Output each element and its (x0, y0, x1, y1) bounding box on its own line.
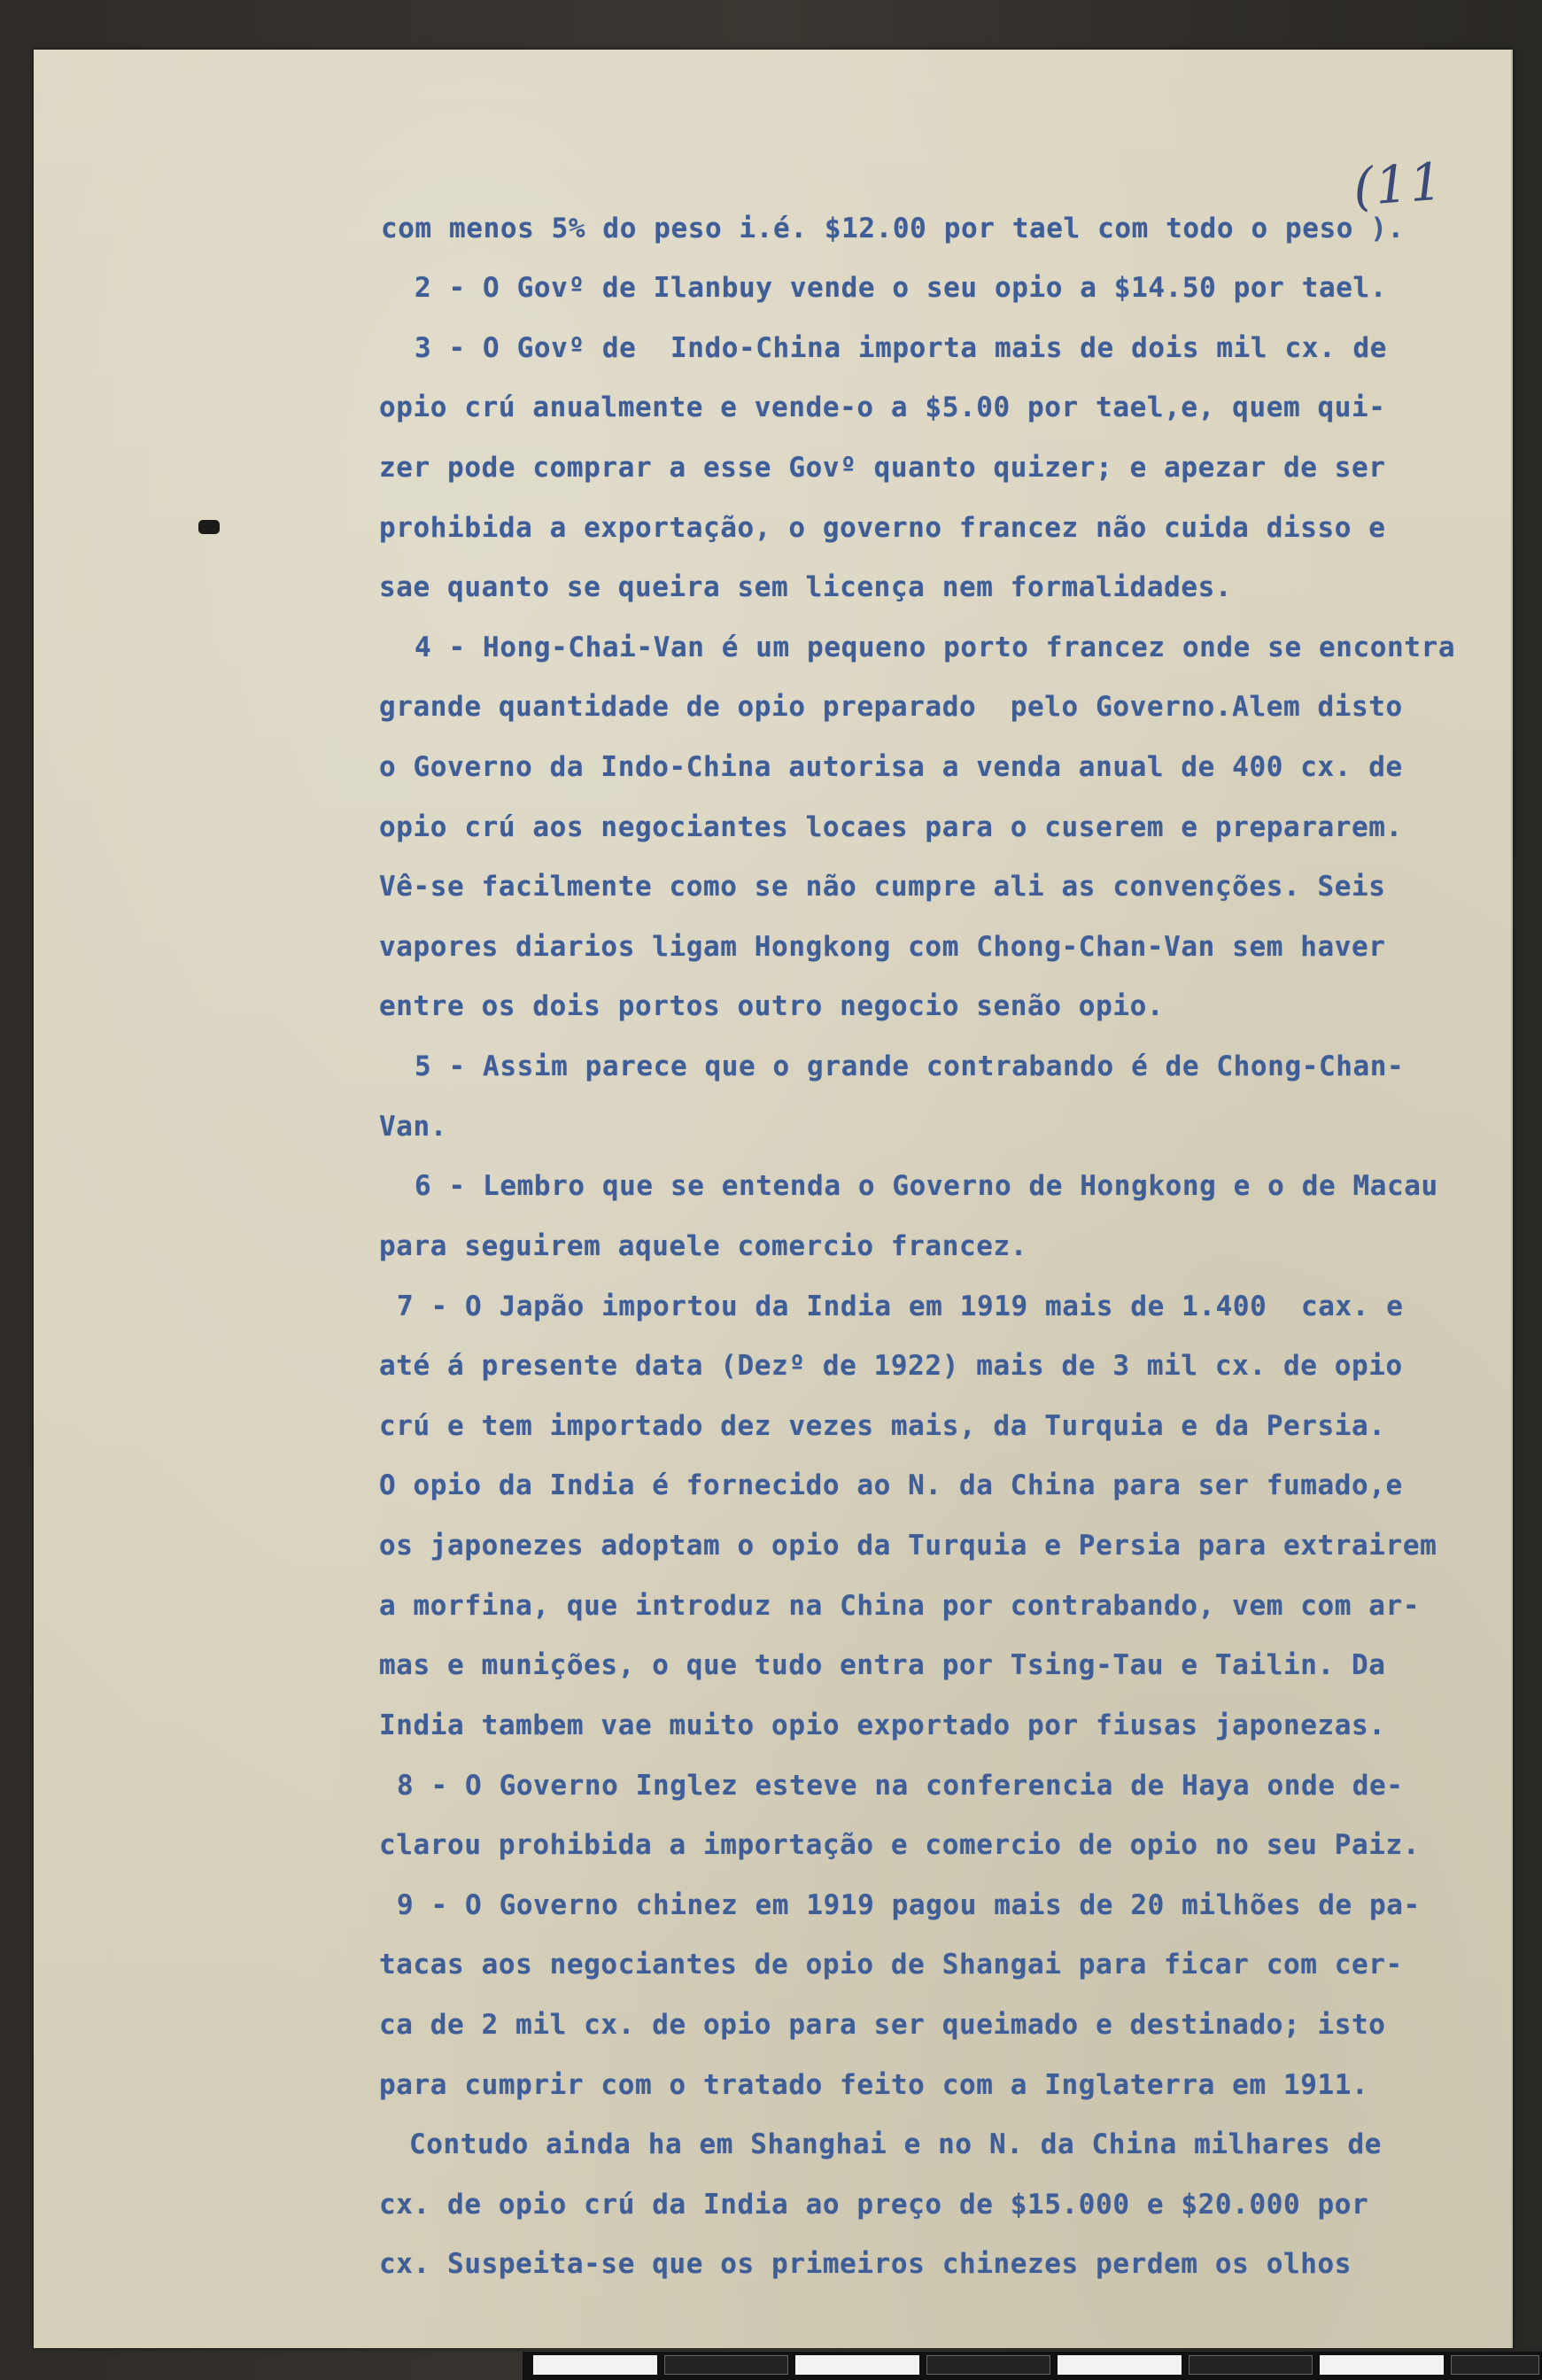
text-line: o Governo da Indo-China autorisa a venda anual de 400 cx. de (379, 751, 1403, 783)
text-line: 5 - Assim parece que o grande contrabando é de Chong-Chan- (415, 1050, 1405, 1082)
text-line: grande quantidade de opio preparado pelo Governo.Alem disto (379, 691, 1403, 723)
text-line: Contudo ainda ha em Shanghai e no N. da China milhares de (409, 2128, 1383, 2160)
text-line: prohibida a exportação, o governo francez não cuida disso e (379, 512, 1386, 544)
text-line: 7 - O Japão importou da India em 1919 mais de 1.400 cax. e (397, 1291, 1404, 1322)
text-line: tacas aos negociantes de opio de Shangai para ficar com cer- (379, 1949, 1403, 1981)
text-line: India tambem vae muito opio exportado por fiusas japonezas. (379, 1709, 1386, 1741)
text-line: sae quanto se queira sem licença nem formalidades. (379, 571, 1233, 603)
text-line: 3 - O Govº de Indo-China importa mais de dois mil cx. de (415, 332, 1388, 364)
text-line: ca de 2 mil cx. de opio para ser queimado e destinado; isto (379, 2009, 1386, 2041)
text-line: com menos 5% do peso i.é. $12.00 por tael com todo o peso ). (381, 213, 1405, 244)
text-line: vapores diarios ligam Hongkong com Chong-Chan-Van sem haver (379, 931, 1386, 963)
text-line: 8 - O Governo Inglez esteve na conferencia de Haya onde de- (397, 1770, 1404, 1802)
text-line: crú e tem importado dez vezes mais, da Turquia e da Persia. (379, 1410, 1386, 1442)
text-line: opio crú anualmente e vende-o a $5.00 por tael,e, quem qui- (379, 391, 1386, 423)
text-line: cx. Suspeita-se que os primeiros chinezes perdem os olhos (379, 2248, 1352, 2280)
scale-ruler (523, 2352, 1542, 2380)
page-number-annotation: (11 (1351, 151, 1446, 218)
text-line: O opio da India é fornecido ao N. da China para ser fumado,e (379, 1469, 1403, 1501)
text-line: Vê-se facilmente como se não cumpre ali as convenções. Seis (379, 871, 1386, 903)
text-line: opio crú aos negociantes locaes para o cuserem e prepararem. (379, 811, 1403, 843)
text-line: para cumprir com o tratado feito com a Inglaterra em 1911. (379, 2069, 1369, 2101)
text-line: clarou prohibida a importação e comercio de opio no seu Paiz. (379, 1829, 1421, 1861)
text-line: zer pode comprar a esse Govº quanto quizer; e apezar de ser (379, 452, 1386, 484)
text-line: entre os dois portos outro negocio senão opio. (379, 990, 1165, 1022)
text-line: para seguirem aquele comercio francez. (379, 1230, 1028, 1262)
text-line: 4 - Hong-Chai-Van é um pequeno porto francez onde se encontra (415, 632, 1456, 663)
text-line: 6 - Lembro que se entenda o Governo de Hongkong e o de Macau (415, 1170, 1438, 1202)
text-line: a morfina, que introduz na China por contrabando, vem com ar- (379, 1590, 1421, 1622)
text-line: 9 - O Governo chinez em 1919 pagou mais de 20 milhões de pa- (397, 1889, 1421, 1921)
text-line: os japonezes adoptam o opio da Turquia e Persia para extrairem (379, 1530, 1437, 1562)
text-line: Van. (379, 1111, 448, 1143)
text-line: cx. de opio crú da India ao preço de $15.000 e $20.000 por (379, 2189, 1369, 2221)
text-line: até á presente data (Dezº de 1922) mais de 3 mil cx. de opio (379, 1350, 1403, 1382)
text-line: mas e munições, o que tudo entra por Tsing-Tau e Tailin. Da (379, 1649, 1386, 1681)
text-line: 2 - O Govº de Ilanbuy vende o seu opio a $14.50 por tael. (415, 272, 1388, 304)
